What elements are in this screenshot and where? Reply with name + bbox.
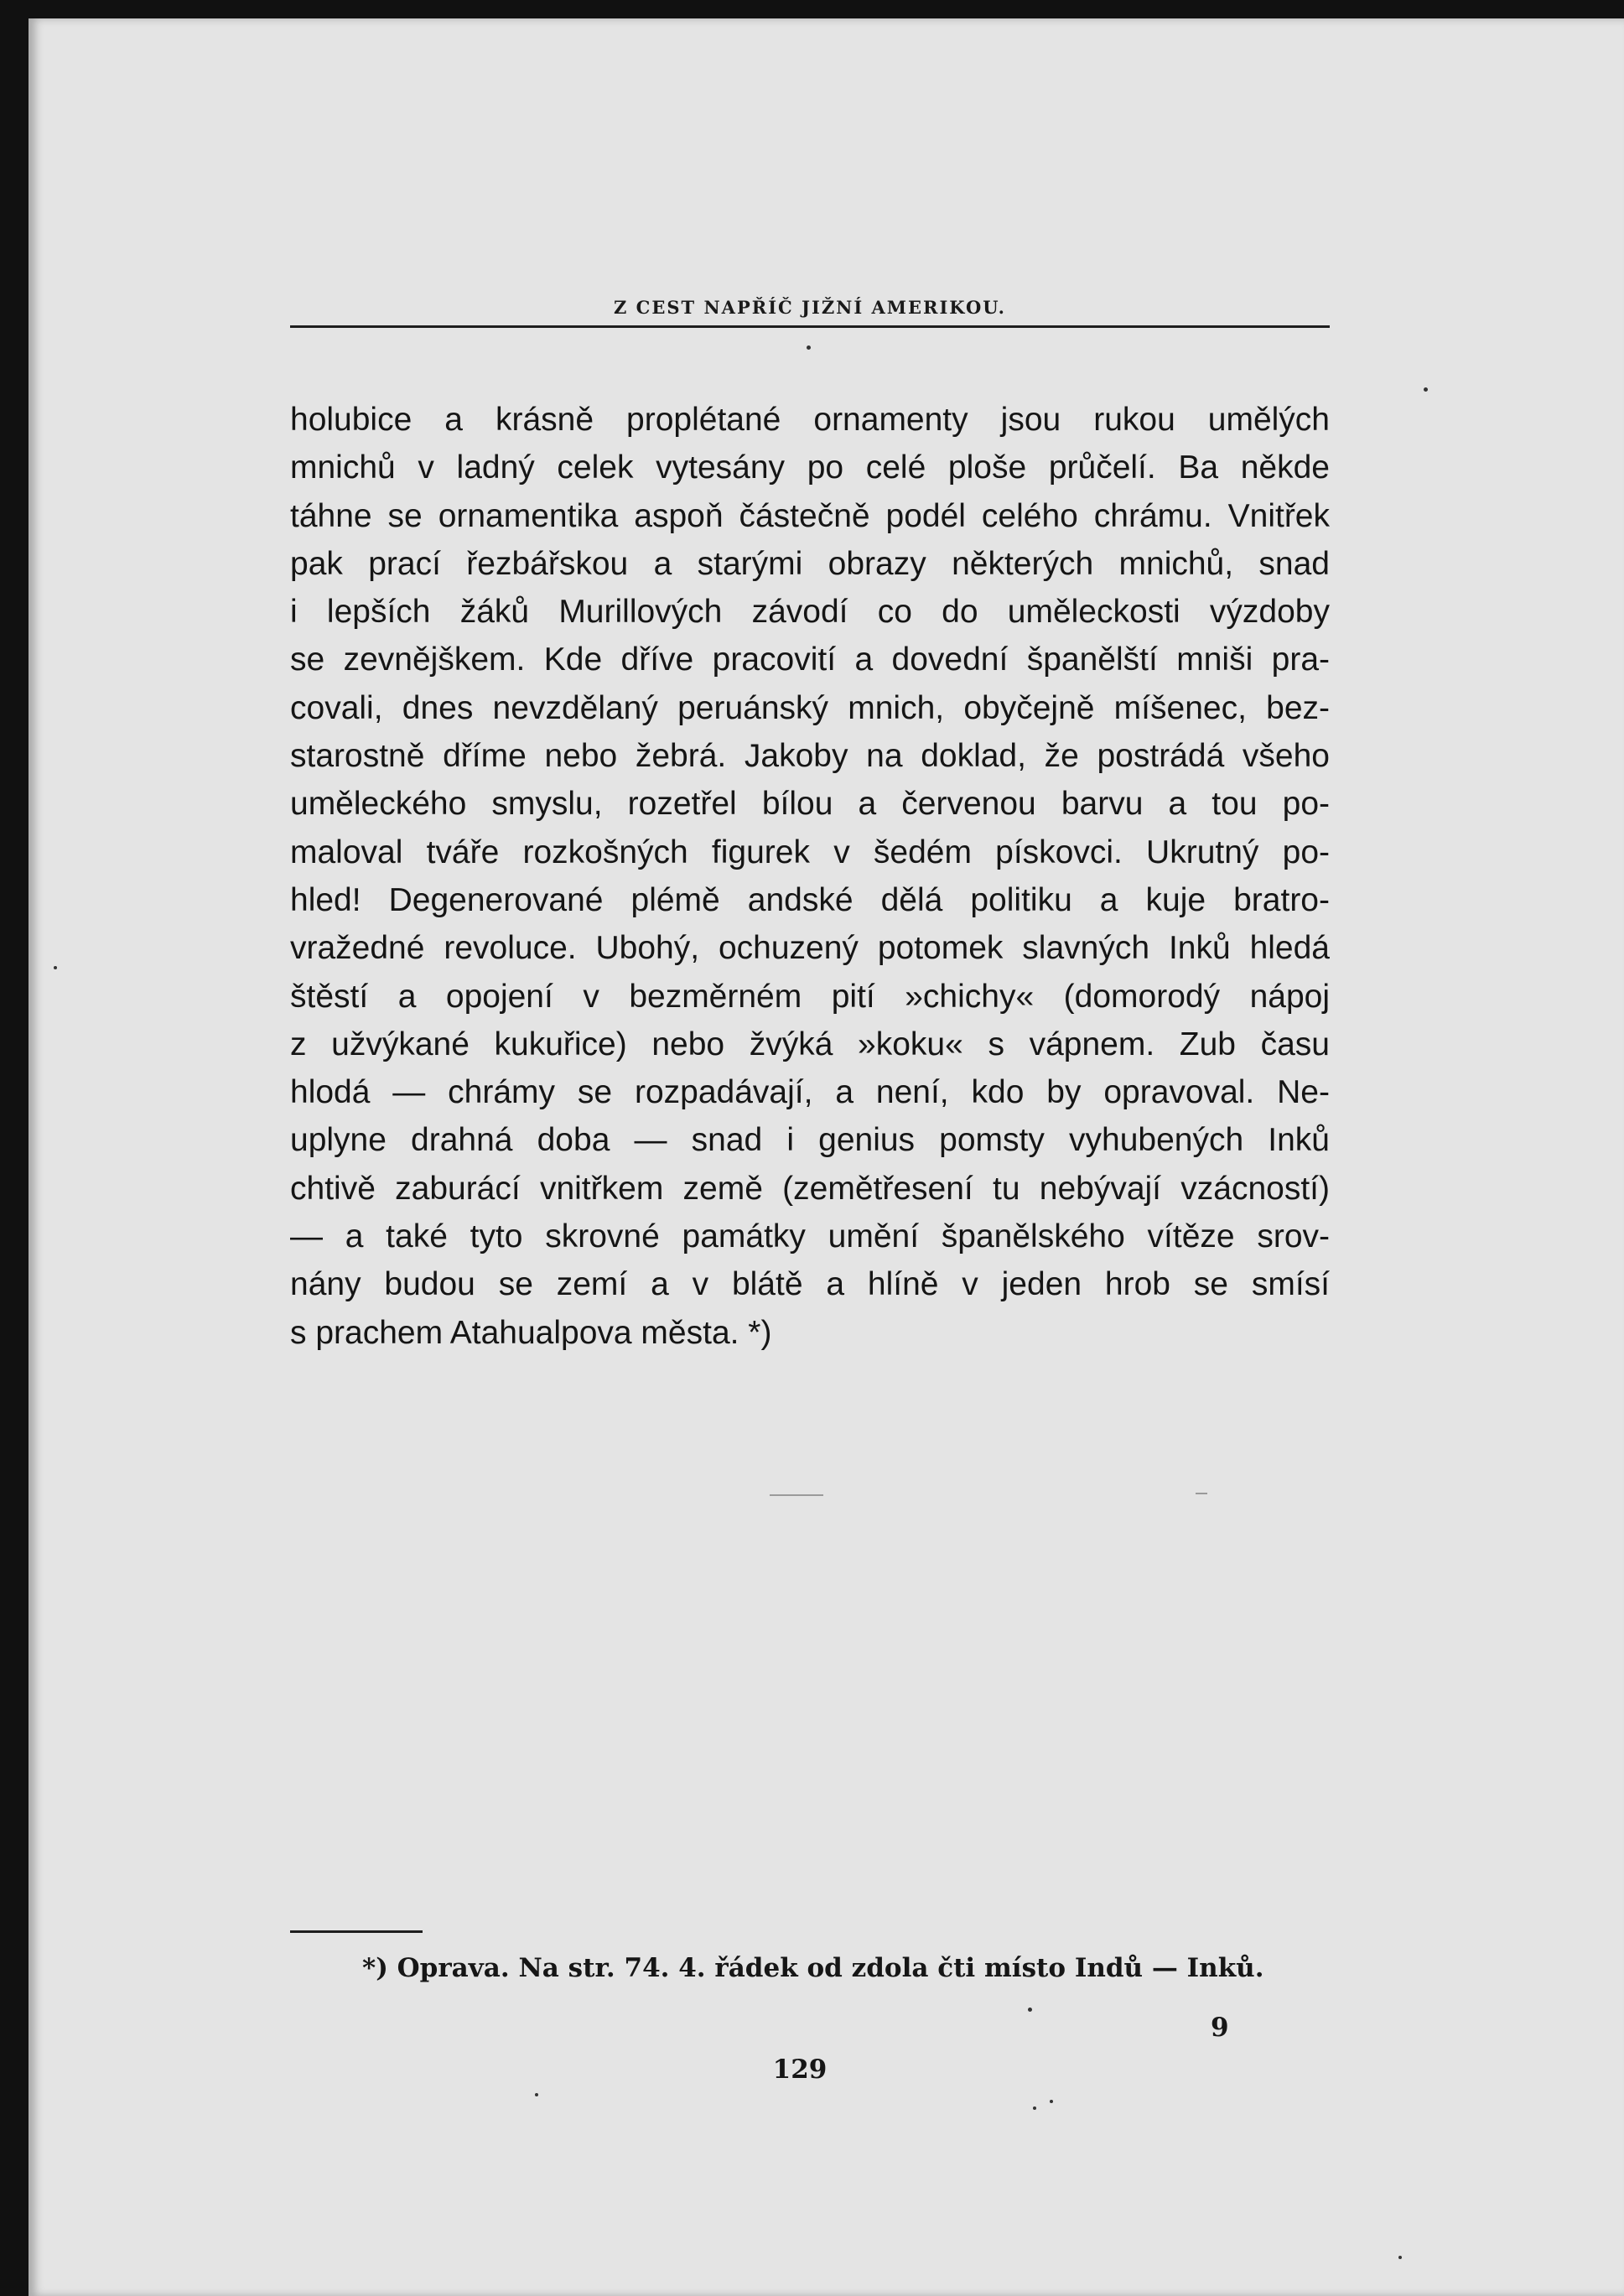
running-head: Z CEST NAPŘÍČ JIŽNÍ AMERIKOU. xyxy=(614,297,1006,318)
text-line: vražedné revoluce. Ubohý, ochuzený potomek slavných Inků hledá xyxy=(290,930,1330,967)
scan-speck xyxy=(1398,2256,1402,2259)
text-line: z užvýkané kukuřice) nebo žvýká »koku« s vápnem. Zub času xyxy=(290,1026,1330,1062)
text-line: chtivě zaburácí vnitřkem země (zemětřesení tu nebývají vzácností) xyxy=(290,1170,1330,1207)
scan-speck xyxy=(1424,387,1428,392)
text-line: uplyne drahná doba — snad i genius pomsty vyhubených Inků xyxy=(290,1122,1330,1159)
signature-mark: 9 xyxy=(1211,2013,1229,2043)
header-rule xyxy=(290,325,1330,328)
book-page xyxy=(29,18,1624,2296)
text-line: uměleckého smyslu, rozetřel bílou a červenou barvu a tou po- xyxy=(290,786,1330,823)
text-line: starostně dříme nebo žebrá. Jakoby na doklad, že postrádá všeho xyxy=(290,738,1330,775)
text-line: — a také tyto skrovné památky umění španělského vítěze srov- xyxy=(290,1218,1330,1255)
text-line: mnichů v ladný celek vytesány po celé ploše průčelí. Ba někde xyxy=(290,449,1330,486)
text-line: štěstí a opojení v bezměrném pití »chichy« (domorodý nápoj xyxy=(290,978,1330,1015)
text-line: táhne se ornamentika aspoň částečně podél celého chrámu. Vnitřek xyxy=(290,497,1330,534)
scan-speck xyxy=(1050,2100,1053,2103)
text-line: maloval tváře rozkošných figurek v šedém pískovci. Ukrutný po- xyxy=(290,834,1330,870)
scan-speck xyxy=(1028,2008,1032,2012)
footnote-rule xyxy=(290,1930,423,1933)
scan-speck xyxy=(1033,2106,1036,2110)
scan-smudge xyxy=(1196,1493,1207,1494)
text-line: i lepších žáků Murillových závodí co do uměleckosti výzdoby xyxy=(290,594,1330,631)
text-line: holubice a krásně proplétané ornamenty jsou rukou umělých xyxy=(290,402,1330,438)
page-number: 129 xyxy=(772,2054,828,2085)
text-line: s prachem Atahualpova města. *) xyxy=(290,1314,772,1351)
scan-speck xyxy=(807,345,811,350)
scan-smudge xyxy=(770,1494,823,1496)
text-line: hled! Degenerované plémě andské dělá politiku a kuje bratro- xyxy=(290,881,1330,918)
footnote: *) Oprava. Na str. 74. 4. řádek od zdola čti místo Indů — Inků. xyxy=(362,1953,1264,1983)
text-line: hlodá — chrámy se rozpadávají, a není, kdo by opravoval. Ne- xyxy=(290,1074,1330,1111)
body-text xyxy=(290,396,1330,1357)
text-line: se zevnějškem. Kde dříve pracovití a dovední španělští mniši pra- xyxy=(290,642,1330,678)
text-line: nány budou se zemí a v blátě a hlíně v jeden hrob se smísí xyxy=(290,1266,1330,1303)
text-line: covali, dnes nevzdělaný peruánský mnich, obyčejně míšenec, bez- xyxy=(290,689,1330,726)
scan-speck xyxy=(535,2093,538,2096)
scan-speck xyxy=(54,966,57,969)
text-line: pak prací řezbářskou a starými obrazy některých mnichů, snad xyxy=(290,545,1330,582)
